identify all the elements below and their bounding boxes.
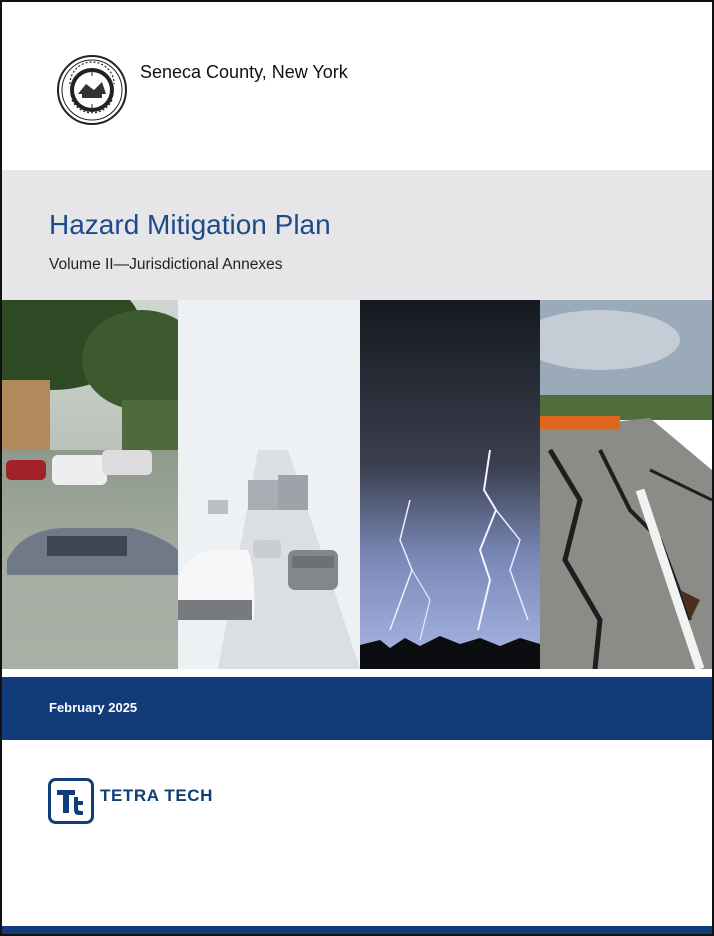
publication-date: February 2025 [49,700,138,715]
snowstorm-photo [178,300,360,669]
county-name: Seneca County, New York [140,62,348,82]
hazard-photo-strip [2,300,712,669]
tetra-tech-logo-icon [48,778,94,824]
page-subtitle: Volume II—Jurisdictional Annexes [49,256,283,273]
header [2,2,712,170]
lightning-photo [360,300,540,669]
flood-photo [2,300,178,669]
cracked-road-photo [540,300,712,669]
county-seal-icon [56,54,128,126]
company-name: TETRA TECH [100,786,214,805]
bottom-rule [2,926,712,934]
page-title: Hazard Mitigation Plan [49,209,331,240]
